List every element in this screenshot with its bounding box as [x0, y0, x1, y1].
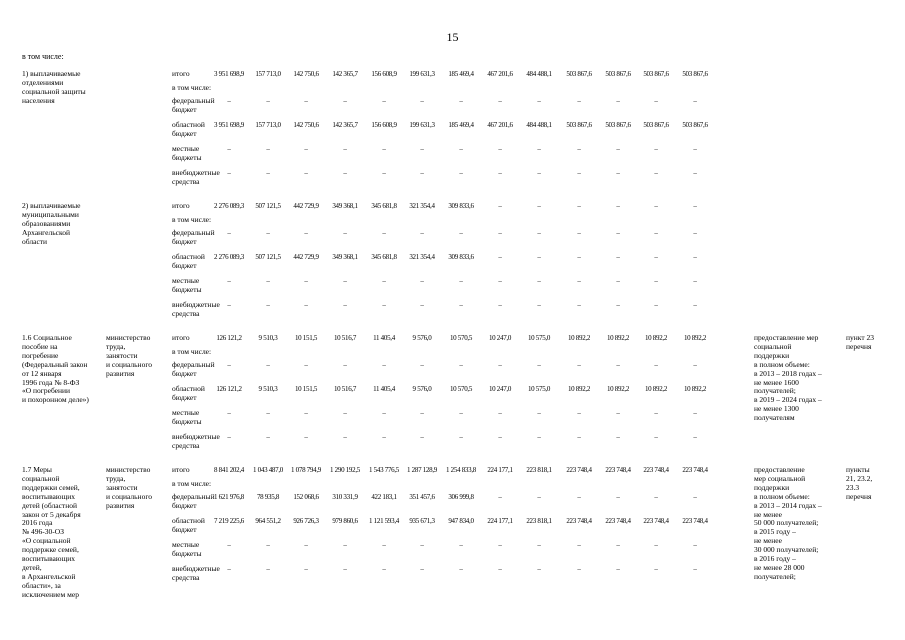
funding-value: – [498, 433, 502, 441]
funding-value: – [304, 169, 308, 177]
funding-value: – [616, 145, 620, 153]
funding-value: – [654, 229, 658, 237]
funding-value: – [537, 97, 541, 105]
funding-value: – [616, 202, 620, 210]
funding-value: 142 750,6 [293, 70, 319, 78]
funding-value: 3 951 698,9 [214, 121, 244, 129]
funding-value: – [266, 301, 270, 309]
funding-value: – [498, 565, 502, 573]
funding-value: – [498, 145, 502, 153]
funding-value: 10 892,2 [644, 334, 668, 342]
funding-value: – [459, 169, 463, 177]
funding-source: в том числе: [172, 347, 212, 356]
funding-value: 321 354,4 [409, 202, 435, 210]
funding-value: – [616, 169, 620, 177]
funding-value: – [459, 409, 463, 417]
funding-source: федеральный бюджет [172, 228, 215, 246]
funding-source: местные бюджеты [172, 276, 202, 294]
funding-value: – [693, 541, 697, 549]
funding-value: – [266, 361, 270, 369]
funding-value: – [382, 409, 386, 417]
funding-source: итого [172, 465, 190, 474]
funding-value: 78 935,8 [256, 493, 280, 501]
funding-value: – [693, 169, 697, 177]
funding-value: 310 331,9 [332, 493, 358, 501]
funding-value: – [498, 229, 502, 237]
funding-value: – [498, 493, 502, 501]
funding-value: – [498, 97, 502, 105]
funding-value: – [577, 361, 581, 369]
funding-value: – [420, 565, 424, 573]
funding-value: – [420, 229, 424, 237]
funding-value: 223 748,4 [605, 466, 631, 474]
funding-value: 10 892,2 [606, 385, 630, 393]
intro-text: в том числе: [22, 52, 64, 61]
funding-value: 2 276 089,3 [214, 253, 244, 261]
funding-value: – [616, 301, 620, 309]
funding-source: итого [172, 333, 190, 342]
funding-value: 9 510,3 [258, 334, 278, 342]
funding-value: 1 078 794,9 [291, 466, 321, 474]
funding-value: – [382, 565, 386, 573]
funding-value: – [577, 97, 581, 105]
funding-value: – [459, 433, 463, 441]
list-reference: пункт 23 перечня [846, 333, 874, 351]
funding-value: – [537, 202, 541, 210]
funding-value: – [382, 433, 386, 441]
funding-value: – [616, 97, 620, 105]
funding-value: 503 867,6 [566, 121, 592, 129]
funding-value: – [420, 169, 424, 177]
funding-value: 10 892,2 [606, 334, 630, 342]
funding-value: – [304, 409, 308, 417]
funding-value: – [227, 541, 231, 549]
funding-value: 1 621 976,8 [214, 493, 244, 501]
funding-value: – [537, 253, 541, 261]
funding-value: 345 681,8 [371, 202, 397, 210]
funding-source: в том числе: [172, 215, 212, 224]
funding-source: итого [172, 201, 190, 210]
funding-value: – [343, 97, 347, 105]
funding-value: 503 867,6 [605, 70, 631, 78]
funding-value: – [304, 145, 308, 153]
funding-value: 11 405,4 [373, 385, 395, 393]
funding-value: – [343, 409, 347, 417]
funding-source: внебюджетные средства [172, 432, 220, 450]
measure-name: 1) выплачиваемые отделениями социальной защиты населения [22, 69, 86, 105]
funding-value: 503 867,6 [643, 70, 669, 78]
funding-value: 9 576,0 [412, 334, 432, 342]
funding-value: 7 219 225,6 [214, 517, 244, 525]
funding-value: – [537, 541, 541, 549]
funding-value: – [266, 433, 270, 441]
funding-value: 10 570,5 [449, 385, 473, 393]
funding-value: 345 681,8 [371, 253, 397, 261]
funding-value: – [343, 433, 347, 441]
funding-value: 507 121,5 [255, 253, 281, 261]
funding-value: 185 469,4 [448, 121, 474, 129]
funding-value: – [498, 253, 502, 261]
funding-value: – [693, 253, 697, 261]
funding-value: – [654, 493, 658, 501]
funding-value: 8 841 202,4 [214, 466, 244, 474]
funding-value: – [266, 229, 270, 237]
funding-value: – [693, 493, 697, 501]
funding-source: итого [172, 69, 190, 78]
funding-value: 10 247,0 [488, 334, 512, 342]
funding-value: – [459, 541, 463, 549]
funding-value: 223 818,1 [526, 517, 552, 525]
funding-value: – [459, 565, 463, 573]
funding-value: – [420, 433, 424, 441]
funding-value: 351 457,6 [409, 493, 435, 501]
funding-value: – [266, 169, 270, 177]
funding-value: 926 726,3 [293, 517, 319, 525]
funding-value: 157 713,0 [255, 121, 281, 129]
funding-value: – [459, 301, 463, 309]
funding-value: 11 405,4 [373, 334, 395, 342]
funding-value: – [654, 433, 658, 441]
funding-value: 979 860,6 [332, 517, 358, 525]
funding-value: – [693, 229, 697, 237]
funding-value: – [382, 169, 386, 177]
funding-value: 1 121 593,4 [369, 517, 399, 525]
funding-value: – [227, 433, 231, 441]
funding-value: – [577, 541, 581, 549]
funding-value: 309 833,6 [448, 253, 474, 261]
funding-value: 223 748,4 [682, 466, 708, 474]
funding-value: – [693, 433, 697, 441]
funding-source: в том числе: [172, 83, 212, 92]
funding-value: – [459, 361, 463, 369]
funding-value: – [343, 565, 347, 573]
funding-value: – [616, 277, 620, 285]
funding-value: – [266, 97, 270, 105]
funding-value: – [616, 565, 620, 573]
funding-value: 142 365,7 [332, 121, 358, 129]
funding-value: 503 867,6 [605, 121, 631, 129]
funding-value: 9 576,0 [412, 385, 432, 393]
funding-value: – [537, 565, 541, 573]
funding-value: – [693, 145, 697, 153]
funding-value: – [654, 97, 658, 105]
funding-value: – [343, 145, 347, 153]
funding-value: 9 510,3 [258, 385, 278, 393]
funding-value: – [227, 301, 231, 309]
funding-value: – [266, 145, 270, 153]
funding-source: областной бюджет [172, 516, 205, 534]
funding-value: – [304, 565, 308, 573]
funding-value: – [343, 229, 347, 237]
funding-value: 1 290 192,5 [330, 466, 360, 474]
funding-value: 199 631,3 [409, 70, 435, 78]
funding-value: 10 892,2 [683, 334, 707, 342]
funding-value: 185 469,4 [448, 70, 474, 78]
funding-value: 10 575,0 [527, 334, 551, 342]
funding-value: – [304, 301, 308, 309]
funding-value: – [537, 301, 541, 309]
funding-value: 503 867,6 [682, 70, 708, 78]
funding-value: 935 671,3 [409, 517, 435, 525]
funding-value: – [654, 361, 658, 369]
funding-value: – [498, 202, 502, 210]
funding-value: – [304, 229, 308, 237]
funding-value: 484 488,1 [526, 70, 552, 78]
funding-source: местные бюджеты [172, 540, 202, 558]
funding-value: – [537, 409, 541, 417]
funding-value: – [693, 277, 697, 285]
funding-value: 2 276 089,3 [214, 202, 244, 210]
funding-source: внебюджетные средства [172, 300, 220, 318]
funding-value: 10 516,7 [333, 385, 357, 393]
funding-value: – [654, 565, 658, 573]
funding-value: 223 748,4 [682, 517, 708, 525]
funding-value: – [498, 409, 502, 417]
executor: министерство труда, занятости и социального развития [106, 333, 152, 378]
funding-value: – [420, 409, 424, 417]
funding-value: 1 043 487,0 [253, 466, 283, 474]
funding-value: – [498, 169, 502, 177]
funding-value: 503 867,6 [566, 70, 592, 78]
funding-value: 10 892,2 [683, 385, 707, 393]
funding-value: 349 368,1 [332, 253, 358, 261]
funding-value: 10 516,7 [333, 334, 357, 342]
funding-value: 422 183,1 [371, 493, 397, 501]
funding-value: 142 365,7 [332, 70, 358, 78]
funding-value: 156 608,9 [371, 121, 397, 129]
funding-value: – [420, 301, 424, 309]
funding-source: внебюджетные средства [172, 564, 220, 582]
funding-value: – [382, 361, 386, 369]
funding-value: 10 151,5 [294, 385, 318, 393]
funding-source: местные бюджеты [172, 408, 202, 426]
funding-value: – [577, 253, 581, 261]
funding-value: – [537, 493, 541, 501]
funding-value: 152 068,6 [293, 493, 319, 501]
funding-value: 442 729,9 [293, 253, 319, 261]
funding-value: 157 713,0 [255, 70, 281, 78]
funding-value: – [537, 229, 541, 237]
funding-value: – [420, 541, 424, 549]
funding-value: – [616, 361, 620, 369]
funding-value: 223 818,1 [526, 466, 552, 474]
funding-value: – [498, 301, 502, 309]
funding-value: – [616, 541, 620, 549]
funding-value: – [304, 433, 308, 441]
funding-value: – [577, 301, 581, 309]
funding-value: – [654, 253, 658, 261]
funding-value: – [266, 277, 270, 285]
funding-value: – [693, 361, 697, 369]
funding-value: – [654, 145, 658, 153]
funding-value: – [343, 169, 347, 177]
funding-value: – [577, 409, 581, 417]
funding-value: 484 488,1 [526, 121, 552, 129]
funding-value: – [382, 145, 386, 153]
funding-value: 10 892,2 [644, 385, 668, 393]
funding-value: 142 750,6 [293, 121, 319, 129]
funding-value: – [343, 301, 347, 309]
funding-value: – [227, 145, 231, 153]
funding-value: – [304, 541, 308, 549]
funding-value: – [498, 277, 502, 285]
funding-value: 964 551,2 [255, 517, 281, 525]
funding-value: – [304, 361, 308, 369]
funding-value: – [616, 229, 620, 237]
measure-name: 2) выплачиваемые муниципальными образованиями Архангельской области [22, 201, 81, 246]
funding-value: – [382, 277, 386, 285]
list-reference: пункты 21, 23.2, 23.3 перечня [846, 465, 873, 501]
funding-value: – [577, 433, 581, 441]
funding-source: в том числе: [172, 479, 212, 488]
funding-value: 349 368,1 [332, 202, 358, 210]
funding-value: – [227, 229, 231, 237]
funding-value: – [459, 229, 463, 237]
funding-value: 503 867,6 [682, 121, 708, 129]
funding-value: 321 354,4 [409, 253, 435, 261]
funding-value: 126 121,2 [216, 334, 242, 342]
funding-value: – [537, 169, 541, 177]
funding-source: федеральный бюджет [172, 492, 215, 510]
funding-value: 442 729,9 [293, 202, 319, 210]
funding-value: – [693, 301, 697, 309]
funding-value: – [577, 565, 581, 573]
funding-value: – [227, 565, 231, 573]
funding-value: – [304, 277, 308, 285]
funding-value: – [498, 361, 502, 369]
funding-value: – [266, 541, 270, 549]
funding-value: 10 570,5 [449, 334, 473, 342]
funding-source: внебюджетные средства [172, 168, 220, 186]
funding-value: 3 951 698,9 [214, 70, 244, 78]
funding-value: 467 201,6 [487, 121, 513, 129]
funding-value: 223 748,4 [605, 517, 631, 525]
funding-value: – [577, 202, 581, 210]
funding-value: – [537, 433, 541, 441]
funding-value: – [616, 409, 620, 417]
measure-name: 1.7 Меры социальной поддержки семей, воспитывающих детей (областной закон от 5 декабря 2016 года № 496-30-ОЗ «О социальной поддержке семей, воспитывающих детей, в Архангельской области», за исключением мер [22, 465, 81, 599]
funding-value: – [537, 277, 541, 285]
funding-value: – [693, 202, 697, 210]
executor: министерство труда, занятости и социального развития [106, 465, 152, 510]
funding-source: областной бюджет [172, 120, 205, 138]
expected-result: предоставление мер социальной поддержки в полном объеме: в 2013 – 2018 годах – не менее 1600 получателей; в 2019 – 2024 годах – не менее 1300 получателям [754, 333, 822, 423]
funding-value: – [343, 541, 347, 549]
funding-value: – [420, 277, 424, 285]
funding-value: 10 575,0 [527, 385, 551, 393]
funding-value: 309 833,6 [448, 202, 474, 210]
funding-value: – [227, 277, 231, 285]
funding-value: 223 748,4 [643, 466, 669, 474]
funding-value: – [537, 361, 541, 369]
funding-value: – [693, 409, 697, 417]
funding-value: – [616, 253, 620, 261]
funding-value: 507 121,5 [255, 202, 281, 210]
funding-value: – [654, 301, 658, 309]
funding-value: 10 151,5 [294, 334, 318, 342]
funding-value: – [459, 145, 463, 153]
funding-value: – [577, 493, 581, 501]
funding-value: – [382, 541, 386, 549]
funding-value: – [227, 169, 231, 177]
funding-value: – [616, 493, 620, 501]
funding-value: – [654, 202, 658, 210]
funding-value: – [382, 229, 386, 237]
funding-value: 223 748,4 [566, 466, 592, 474]
funding-value: – [343, 277, 347, 285]
funding-value: – [266, 409, 270, 417]
funding-value: – [459, 97, 463, 105]
funding-value: 10 892,2 [567, 385, 591, 393]
funding-source: областной бюджет [172, 384, 205, 402]
funding-value: 1 287 128,9 [407, 466, 437, 474]
funding-value: 224 177,1 [487, 466, 513, 474]
page-number: 15 [446, 30, 459, 44]
expected-result: предоставление мер социальной поддержки в полном объеме: в 2013 – 2014 годах – не менее 50 000 получателей; в 2015 году – не менее 30 000 получателей; в 2016 году – не менее 28 000 получателей; [754, 465, 822, 581]
funding-source: федеральный бюджет [172, 96, 215, 114]
funding-value: 1 254 833,8 [446, 466, 476, 474]
funding-value: – [577, 169, 581, 177]
funding-value: 503 867,6 [643, 121, 669, 129]
funding-value: 1 543 776,5 [369, 466, 399, 474]
funding-source: местные бюджеты [172, 144, 202, 162]
funding-value: 199 631,3 [409, 121, 435, 129]
funding-value: – [693, 97, 697, 105]
funding-value: 10 247,0 [488, 385, 512, 393]
funding-value: – [266, 565, 270, 573]
funding-value: – [420, 97, 424, 105]
funding-value: – [227, 361, 231, 369]
funding-value: – [693, 565, 697, 573]
funding-value: – [577, 277, 581, 285]
funding-value: – [227, 97, 231, 105]
funding-value: – [654, 277, 658, 285]
funding-value: 306 999,8 [448, 493, 474, 501]
funding-value: – [654, 409, 658, 417]
funding-value: – [577, 229, 581, 237]
funding-value: – [382, 97, 386, 105]
funding-value: 947 834,0 [448, 517, 474, 525]
funding-value: 223 748,4 [643, 517, 669, 525]
funding-value: – [459, 277, 463, 285]
funding-value: – [654, 169, 658, 177]
funding-source: областной бюджет [172, 252, 205, 270]
funding-value: – [577, 145, 581, 153]
funding-value: – [616, 433, 620, 441]
funding-value: – [227, 409, 231, 417]
funding-value: – [654, 541, 658, 549]
funding-value: – [382, 301, 386, 309]
funding-value: – [420, 361, 424, 369]
funding-value: 156 608,9 [371, 70, 397, 78]
funding-value: – [304, 97, 308, 105]
funding-value: 10 892,2 [567, 334, 591, 342]
funding-value: 224 177,1 [487, 517, 513, 525]
funding-value: 126 121,2 [216, 385, 242, 393]
funding-value: 223 748,4 [566, 517, 592, 525]
funding-source: федеральный бюджет [172, 360, 215, 378]
measure-name: 1.6 Социальное пособие на погребение (Федеральный закон от 12 января 1996 года № 8-ФЗ «О погребении и похоронном деле») [22, 333, 89, 405]
funding-value: – [498, 541, 502, 549]
funding-value: 467 201,6 [487, 70, 513, 78]
funding-value: – [537, 145, 541, 153]
funding-value: – [343, 361, 347, 369]
funding-value: – [420, 145, 424, 153]
